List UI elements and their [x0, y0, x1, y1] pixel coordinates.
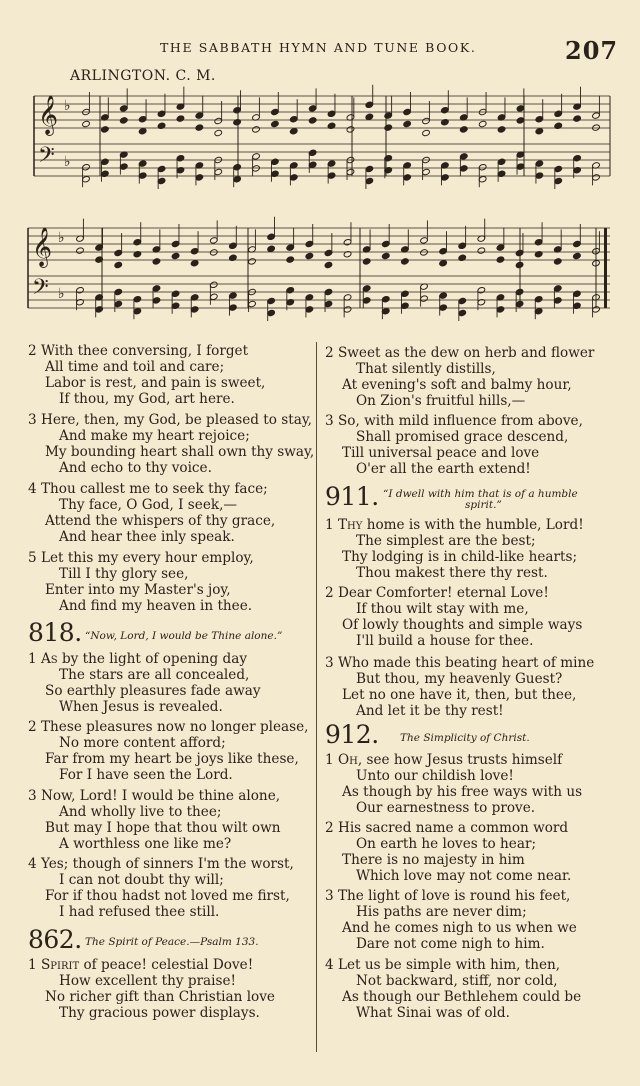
hymn-caption: The Spirit of Peace.—Psalm 133. — [85, 936, 259, 948]
hymn-caption: spirit.” — [465, 499, 502, 511]
note-head — [535, 128, 544, 135]
final-bar — [604, 228, 607, 308]
hymn-number: 818. — [28, 618, 82, 647]
note-head — [76, 247, 85, 254]
note-head — [403, 120, 412, 127]
note-head — [308, 117, 317, 124]
hymn-number: 862. — [28, 925, 82, 954]
verse-line: Enter into my Master's joy, — [45, 582, 231, 598]
running-head: THE SABBATH HYMN AND TUNE BOOK. — [160, 40, 477, 55]
verse-line: Our earnestness to prove. — [356, 800, 536, 816]
verse-line: 1 Oh, see how Jesus trusts himself — [325, 752, 563, 768]
verse-line: 2 Sweet as the dew on herb and flower — [325, 345, 595, 361]
note-head — [439, 260, 448, 267]
verse-line: 3 Here, then, my God, be pleased to stay, — [28, 412, 313, 428]
note-head — [401, 258, 410, 265]
verse-line: At evening's soft and balmy hour, — [342, 377, 572, 393]
note-head — [120, 117, 129, 124]
verse-line: If thou wilt stay with me, — [356, 601, 529, 617]
hymn-caption: The Simplicity of Christ. — [400, 732, 530, 744]
verse-line: 2 With thee conversing, I forget — [28, 343, 249, 359]
note-head — [346, 126, 355, 133]
verse-line: My bounding heart shall own thy sway, — [45, 444, 315, 460]
verse-line: And make my heart rejoice; — [59, 428, 250, 444]
treble-clef-icon: 𝄞 — [32, 227, 53, 267]
verse-line: The stars are all concealed, — [59, 667, 250, 683]
verse-line: Unto our childish love! — [356, 768, 514, 784]
verse-line: No more content afford; — [59, 735, 226, 751]
verse-line: So earthly pleasures fade away — [45, 683, 261, 699]
verse-line: 2 These pleasures now no longer please, — [28, 719, 309, 735]
verse-line: 1 Thy home is with the humble, Lord! — [325, 517, 584, 533]
verse-line: And wholly live to thee; — [59, 804, 222, 820]
music-score — [0, 0, 640, 340]
verse-line: 3 Now, Lord! I would be thine alone, — [28, 788, 281, 804]
verse-line: Not backward, stiff, nor cold, — [356, 973, 558, 989]
page-number: 207 — [565, 36, 619, 65]
verse-line: 4 Let us be simple with him, then, — [325, 957, 561, 973]
hymn-number: 912. — [325, 720, 379, 749]
verse-line: And echo to thy voice. — [59, 460, 212, 476]
verse-line: A worthless one like me? — [59, 836, 232, 852]
note-head — [592, 124, 601, 131]
note-head — [271, 120, 280, 127]
verse-line: 1 As by the light of opening day — [28, 651, 248, 667]
verse-line: I'll build a house for thee. — [356, 633, 534, 649]
note-head — [286, 256, 295, 263]
note-head — [305, 252, 314, 259]
note-head — [248, 258, 257, 265]
flat-icon: ♭ — [64, 154, 71, 170]
verse-line: Till I thy glory see, — [59, 566, 189, 582]
verse-line: 3 Who made this beating heart of mine — [325, 655, 595, 671]
verse-line: 4 Yes; though of sinners I'm the worst, — [28, 856, 294, 872]
note-head — [477, 247, 486, 254]
flat-icon: ♭ — [58, 230, 65, 246]
verse-line: That silently distills, — [356, 361, 496, 377]
verse-line: For if thou hadst not loved me first, — [45, 888, 290, 904]
treble-clef-icon: 𝄞 — [38, 95, 59, 135]
verse-line: 5 Let this my every hour employ, — [28, 550, 254, 566]
verse-line: 2 Dear Comforter! eternal Love! — [325, 585, 549, 601]
verse-line: On Zion's fruitful hills,— — [356, 393, 526, 409]
note-head — [573, 252, 582, 259]
note-head — [497, 126, 506, 133]
verse-line: Dare not come nigh to him. — [356, 936, 545, 952]
verse-line: And hear thee inly speak. — [59, 529, 235, 545]
note-head — [573, 115, 582, 122]
verse-line: His paths are never dim; — [356, 904, 527, 920]
verse-line: Thou makest there thy rest. — [356, 565, 548, 581]
note-head — [515, 261, 524, 268]
note-head — [190, 260, 199, 267]
verse-line: I had refused thee still. — [59, 904, 220, 920]
note-head — [460, 126, 469, 133]
verse-line: If thou, my God, art here. — [59, 391, 235, 407]
score-notation — [28, 85, 610, 321]
note-head — [152, 258, 161, 265]
note-head — [516, 117, 525, 124]
note-head — [365, 113, 374, 120]
verse-line: But may I hope that thou wilt own — [45, 820, 281, 836]
hymn-caption: “I dwell with him that is of a humble — [383, 488, 578, 500]
note-head — [114, 261, 123, 268]
column-divider — [316, 342, 317, 1052]
verse-line: The simplest are the best; — [356, 533, 536, 549]
verse-line: I can not doubt thy will; — [59, 872, 224, 888]
verse-line: Far from my heart be joys like these, — [45, 751, 299, 767]
verse-line: 2 His sacred name a common word — [325, 820, 569, 836]
verse-line: As though our Bethlehem could be — [342, 989, 582, 1005]
note-head — [478, 120, 487, 127]
note-head — [267, 245, 276, 252]
note-head — [382, 252, 391, 259]
note-head — [171, 252, 180, 259]
verse-line: Of lowly thoughts and simple ways — [342, 617, 583, 633]
note-head — [362, 258, 371, 265]
verse-line: Labor is rest, and pain is sweet, — [45, 375, 266, 391]
verse-line: And let it be thy rest! — [356, 703, 504, 719]
note-head — [554, 258, 563, 265]
note-head — [101, 126, 110, 133]
verse-line: Attend the whispers of thy grace, — [45, 513, 276, 529]
verse-line: Which love may not come near. — [356, 868, 572, 884]
note-head — [290, 128, 299, 135]
verse-line: All time and toil and care; — [45, 359, 225, 375]
flat-icon: ♭ — [64, 98, 71, 114]
note-head — [138, 128, 147, 135]
note-head — [82, 120, 91, 127]
verse-line: Let no one have it, then, but thee, — [342, 687, 577, 703]
verse-line: 3 The light of love is round his feet, — [325, 888, 571, 904]
verse-line: And he comes nigh to us when we — [342, 920, 577, 936]
verse-line: No richer gift than Christian love — [45, 989, 275, 1005]
verse-line: For I have seen the Lord. — [59, 767, 233, 783]
verse-line: Shall promised grace descend, — [356, 429, 569, 445]
verse-line: 3 So, with mild influence from above, — [325, 413, 583, 429]
verse-line: As though by his free ways with us — [342, 784, 583, 800]
verse-line: And find my heaven in thee. — [59, 598, 253, 614]
note-head — [252, 126, 261, 133]
note-head — [324, 261, 333, 268]
bass-clef-icon: 𝄢 — [38, 143, 55, 173]
verse-line: When Jesus is revealed. — [59, 699, 223, 715]
tune-title: ARLINGTON. C. M. — [70, 68, 216, 84]
note-head — [422, 129, 431, 136]
hymn-number: 911. — [325, 482, 379, 511]
verse-line: There is no majesty in him — [342, 852, 525, 868]
verse-line: Thy gracious power displays. — [59, 1005, 260, 1021]
verse-line: Thy face, O God, I seek,— — [59, 497, 238, 513]
note-head — [195, 124, 204, 131]
verse-line: How excellent thy praise! — [59, 973, 236, 989]
verse-line: What Sinai was of old. — [356, 1005, 510, 1021]
verse-line: 4 Thou callest me to seek thy face; — [28, 481, 268, 497]
note-head — [384, 124, 393, 131]
hymn-caption: “Now, Lord, I would be Thine alone.” — [85, 630, 283, 642]
note-head — [496, 256, 505, 263]
note-head — [214, 129, 223, 136]
verse-line: But thou, my heavenly Guest? — [356, 671, 563, 687]
flat-icon: ♭ — [58, 286, 65, 302]
verse-line: On earth he loves to hear; — [356, 836, 537, 852]
verse-line: Thy lodging is in child-like hearts; — [342, 549, 578, 565]
bass-clef-icon: 𝄢 — [32, 275, 49, 305]
verse-line: Till universal peace and love — [342, 445, 540, 461]
verse-line: O'er all the earth extend! — [356, 461, 531, 477]
verse-line: 1 Spirit of peace! celestial Dove! — [28, 957, 254, 973]
note-head — [176, 115, 185, 122]
